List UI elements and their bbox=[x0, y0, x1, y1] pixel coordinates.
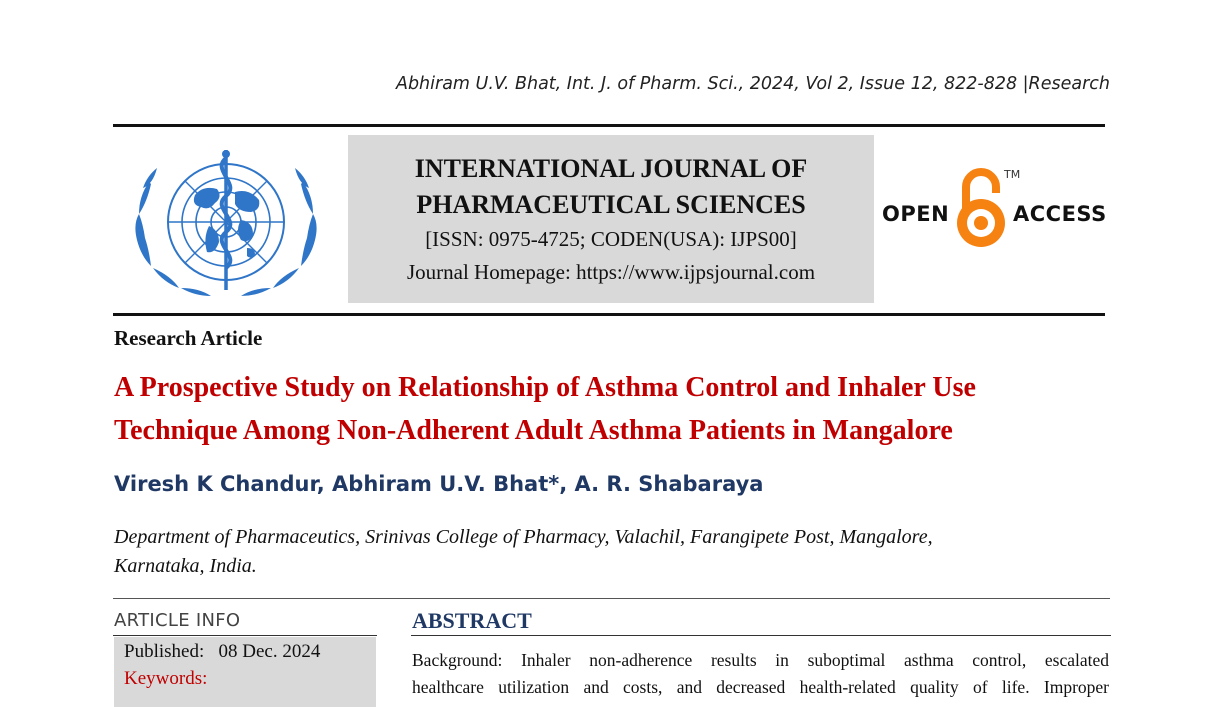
published-date: Published: 08 Dec. 2024 bbox=[124, 641, 321, 662]
abstract-line1: Background: Inhaler non-adherence results in suboptimal asthma control, escalated bbox=[412, 650, 1109, 670]
running-header: Abhiram U.V. Bhat, Int. J. of Pharm. Sci., 2024, Vol 2, Issue 12, 822-828 |Research bbox=[395, 74, 1110, 94]
author-list: Viresh K Chandur, Abhiram U.V. Bhat*, A. R. Shabaraya bbox=[114, 472, 764, 496]
article-info-rule bbox=[113, 635, 377, 636]
globe-caduceus-emblem-icon bbox=[127, 140, 325, 306]
article-info-heading: ARTICLE INFO bbox=[114, 610, 241, 631]
journal-homepage[interactable]: Journal Homepage: https://www.ijpsjournal.com bbox=[406, 260, 816, 284]
article-type: Research Article bbox=[114, 326, 263, 350]
article-title bbox=[114, 366, 1114, 452]
open-access-open-text: OPEN bbox=[882, 202, 950, 226]
header-top-rule bbox=[113, 124, 1105, 127]
open-access-logo bbox=[880, 165, 1110, 253]
abstract-rule bbox=[411, 635, 1111, 636]
affiliation-line1: Department of Pharmaceutics, Srinivas College of Pharmacy, Valachil, Farangipete Post, Mangalore, bbox=[114, 526, 933, 548]
author-affiliation bbox=[114, 523, 1114, 581]
affiliation-line2: Karnataka, India. bbox=[114, 555, 257, 577]
journal-name-line2: PHARMACEUTICAL SCIENCES bbox=[416, 190, 806, 219]
abstract-heading: ABSTRACT bbox=[412, 608, 532, 633]
journal-name-line1: INTERNATIONAL JOURNAL OF bbox=[414, 154, 808, 183]
open-access-access-text: ACCESS bbox=[1013, 202, 1107, 226]
section-divider bbox=[113, 598, 1110, 599]
journal-issn: [ISSN: 0975-4725; CODEN(USA): IJPS00] bbox=[425, 227, 797, 251]
abstract-line2: healthcare utilization and costs, and decreased health-related quality of life. Improper bbox=[412, 677, 1109, 697]
abstract-text bbox=[412, 647, 1109, 701]
keywords-label: Keywords: bbox=[124, 668, 208, 689]
open-access-trademark: TM bbox=[1004, 168, 1021, 181]
article-title-line2: Technique Among Non-Adherent Adult Asthma Patients in Mangalore bbox=[114, 415, 953, 446]
article-title-line1: A Prospective Study on Relationship of Asthma Control and Inhaler Use bbox=[114, 372, 976, 403]
journal-masthead-box bbox=[348, 135, 874, 303]
header-bottom-rule bbox=[113, 313, 1105, 316]
article-info-box bbox=[114, 637, 376, 707]
